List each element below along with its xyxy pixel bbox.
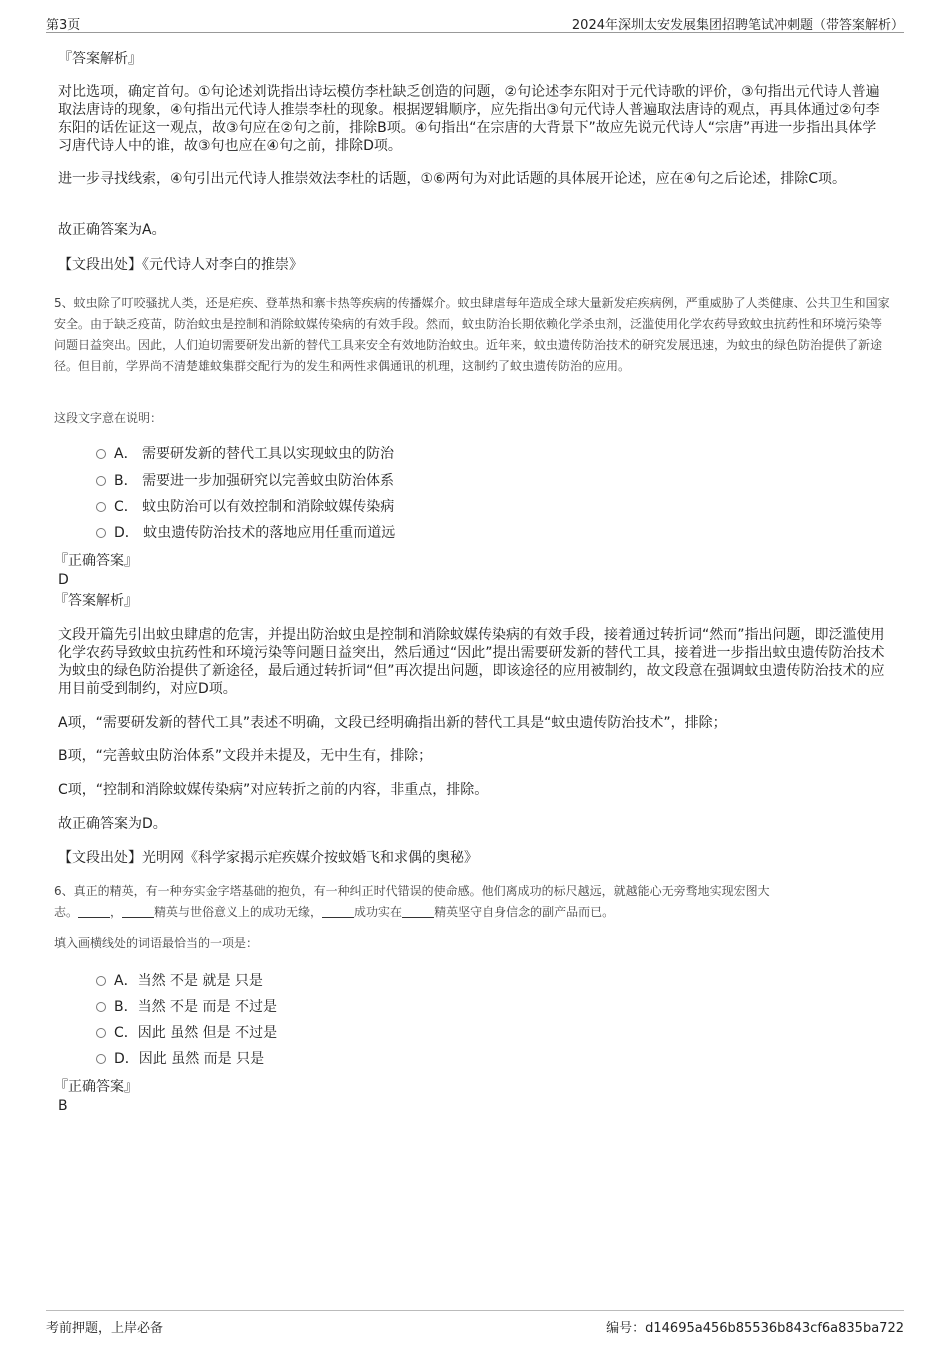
q4-analysis-label: 『答案解析』 [58,51,142,67]
q6-option-b[interactable]: B．当然 不是 而是 不过是 [96,998,277,1016]
q6-option-a[interactable]: A．当然 不是 就是 只是 [96,972,263,990]
q5-analysis-label: 『答案解析』 [54,593,138,609]
page-number: 第3页 [46,18,81,33]
q5-question: 这段文字意在说明： [54,411,163,425]
q5-answer: D [58,572,69,588]
q5-analysis-a: A项，“需要研发新的替代工具”表述不明确，文段已经明确指出新的替代工具是“蚊虫遗传防治技术”，排除； [58,715,727,731]
q5-analysis-c: C项，“控制和消除蚊媒传染病”对应转折之前的内容，非重点，排除。 [58,782,489,798]
blank-1 [78,905,110,918]
blank-3 [322,905,354,918]
document-id: 编号：d14695a456b85536b843cf6a835ba722 [606,1321,904,1336]
radio-icon[interactable] [96,476,106,486]
radio-icon[interactable] [96,449,106,459]
q5-stem: 5、蚊虫除了叮咬骚扰人类，还是疟疾、登革热和寨卡热等疾病的传播媒介。蚊虫肆虐每年造成全球大量新发疟疾病例，严重威胁了人类健康、公共卫生和国家安全。由于缺乏疫苗，防治蚊虫是控制和消除蚊媒传染病的有效手段。然而，蚊虫防治长期依赖化学杀虫剂，泛滥使用化学农药导致蚊虫抗药性和环境污染等问题日益突出。因此，人们迫切需要研发出新的替代工具来安全有效地防治蚊虫。近年来，蚊虫遗传防治技术的研究发展迅速，为蚊虫的绿色防治提供了新途径。但目前，学界尚不清楚雄蚊集群交配行为的发生和两性求偶通讯的机理，这制约了蚊虫遗传防治的应用。 [54,296,890,373]
q6-answer: B [58,1098,68,1114]
radio-icon[interactable] [96,528,106,538]
q4-source: 【文段出处】《元代诗人对李白的推崇》 [58,257,303,273]
document-title: 2024年深圳太安发展集团招聘笔试冲刺题（带答案解析） [571,18,904,33]
q6-stem-line1: 6、真正的精英，有一种夯实金字塔基础的抱负，有一种纠正时代错误的使命感。他们离成功的标尺越远，就越能心无旁骛地实现宏图大 [54,884,770,898]
radio-icon[interactable] [96,1054,106,1064]
q5-answer-label: 『正确答案』 [54,553,138,569]
q5-analysis-b: B项，“完善蚊虫防治体系”文段并未提及，无中生有，排除； [58,748,433,764]
page-footer [46,1310,904,1337]
radio-icon[interactable] [96,1028,106,1038]
q5-analysis-p1: 文段开篇先引出蚊虫肆虐的危害，并提出防治蚊虫是控制和消除蚊媒传染病的有效手段，接着通过转折词“然而”指出问题，即泛滥使用化学农药导致蚊虫抗药性和环境污染等问题日益突出，然后通过“因此”提出需要研发新的替代工具，接着进一步指出蚊虫遗传防治技术为蚊虫的绿色防治提供了新途径，最后通过转折词“但”再次提出问题，即该途径的应用被制约，故文段意在强调蚊虫遗传防治技术的应用目前受到制约，对应D项。 [58,627,885,697]
q6-stem [54,881,890,923]
q6-stem-line2: 志。 ， 精英与世俗意义上的成功无缘， 成功实在 精英坚守自身信念的副产品而已。 [54,905,615,919]
q5-option-c[interactable]: C． 蚊虫防治可以有效控制和消除蚊媒传染病 [96,498,394,516]
q5-option-a[interactable]: A． 需要研发新的替代工具以实现蚊虫的防治 [96,445,394,463]
blank-4 [402,905,434,918]
radio-icon[interactable] [96,1002,106,1012]
blank-2 [122,905,154,918]
radio-icon[interactable] [96,976,106,986]
q6-option-c[interactable]: C．因此 虽然 但是 不过是 [96,1024,277,1042]
q5-conclusion: 故正确答案为D。 [58,816,167,832]
q5-option-d[interactable]: D． 蚊虫遗传防治技术的落地应用任重而道远 [96,524,395,542]
q5-option-b[interactable]: B． 需要进一步加强研究以完善蚊虫防治体系 [96,472,394,490]
footer-slogan: 考前押题，上岸必备 [46,1321,164,1336]
q6-option-d[interactable]: D．因此 虽然 而是 只是 [96,1050,264,1068]
q4-conclusion: 故正确答案为A。 [58,222,166,238]
q6-answer-label: 『正确答案』 [54,1079,138,1095]
page-header [46,12,904,33]
q4-analysis-p1: 对比选项，确定首句。①句论述刘诜指出诗坛模仿李杜缺乏创造的问题，②句论述李东阳对于元代诗歌的评价，③句指出元代诗人普遍取法唐诗的现象，④句指出元代诗人推崇李杜的现象。根据逻辑顺序，应先指出③句元代诗人普遍取法唐诗的观点，再具体通过②句李东阳的话佐证这一观点，故③句应在②句之前，排除B项。④句指出“在宗唐的大背景下”故应先说元代诗人“宗唐”再进一步指出具体学习唐代诗人中的谁，故③句也应在④句之前，排除D项。 [58,84,880,154]
q4-analysis-p2: 进一步寻找线索，④句引出元代诗人推崇效法李杜的话题，①⑥两句为对此话题的具体展开论述，应在④句之后论述，排除C项。 [58,171,846,187]
q5-source: 【文段出处】光明网《科学家揭示疟疾媒介按蚊婚飞和求偶的奥秘》 [58,850,478,866]
radio-icon[interactable] [96,502,106,512]
q6-question: 填入画横线处的词语最恰当的一项是： [54,936,259,950]
